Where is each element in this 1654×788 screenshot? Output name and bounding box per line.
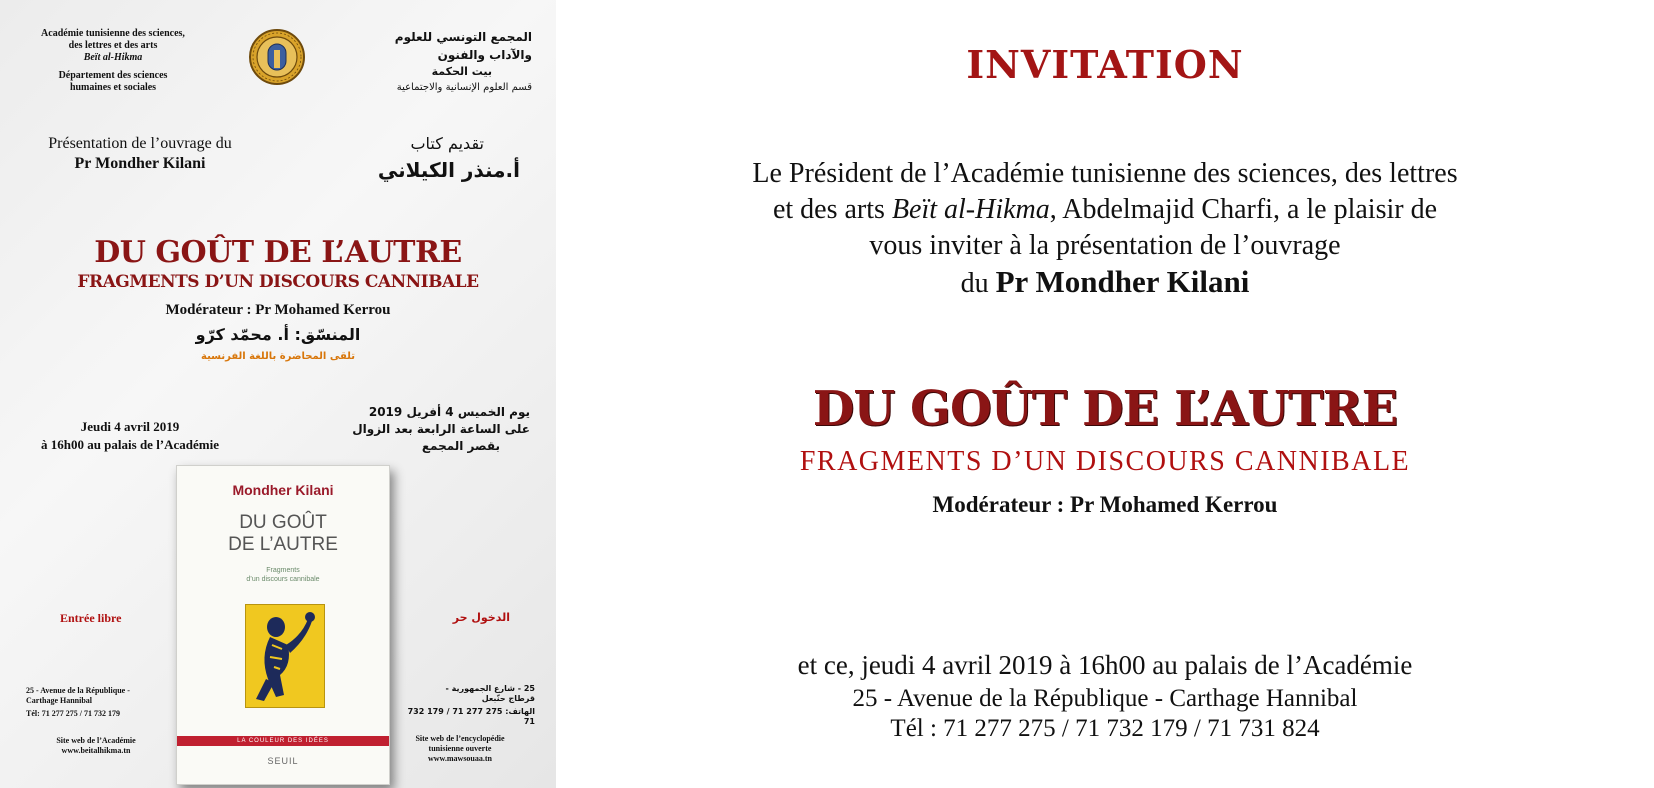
- site-ar: [400, 734, 520, 764]
- date-fr-line1: Jeudi 4 avril 2019: [80, 419, 180, 434]
- book-title-line2: DE L’AUTRE: [228, 534, 338, 555]
- address-fr-line2: Carthage Hannibal: [26, 696, 93, 705]
- date-ar: [340, 404, 530, 455]
- header-fr-line3: Beït al-Hikma: [83, 52, 143, 63]
- site-ar-line3: www.mawsouaa.tn: [427, 754, 492, 763]
- invitation-heading: INVITATION: [966, 42, 1244, 87]
- author-ar: أ.منذر الكيلاني: [377, 158, 520, 182]
- book-series-band: [177, 736, 389, 746]
- book-subtitle: [177, 566, 389, 584]
- book-author: Mondher Kilani: [232, 482, 334, 498]
- entry-fr: Entrée libre: [60, 611, 122, 625]
- tel-ar: الهاتف: 275 277 71 / 179 732 71: [407, 707, 535, 726]
- header-ar: [352, 28, 532, 96]
- poster-moderator-fr: Modérateur : Pr Mohamed Kerrou: [165, 302, 391, 318]
- header-fr-line2: des lettres et des arts: [68, 40, 158, 51]
- presentation-fr-text: Présentation de l’ouvrage du: [48, 135, 232, 152]
- tel-fr: Tél: 71 277 275 / 71 732 179: [26, 709, 120, 718]
- invitation-line4: [556, 264, 1654, 302]
- address-ar-line1: 25 - شارع الجمهورية -: [445, 684, 535, 693]
- book-subtitle-line2: d’un discours cannibale: [246, 576, 320, 583]
- invitation-line3: vous inviter à la présentation de l’ouvrage: [869, 230, 1341, 261]
- invitation-address-line: 25 - Avenue de la République - Carthage Hannibal: [852, 685, 1358, 712]
- invitation-line2-start: et des arts: [772, 194, 892, 225]
- presentation-fr: [20, 134, 260, 174]
- header-fr: [18, 28, 208, 94]
- invitation-tel-line: Tél : 71 277 275 / 71 732 179 / 71 731 824: [890, 715, 1320, 742]
- site-ar-line1: Site web de l’encyclopédie: [415, 734, 505, 743]
- site-fr-line2: www.beitalhikma.tn: [61, 746, 131, 755]
- book-publisher: SEUIL: [267, 756, 299, 766]
- address-ar-line2: قرطاج حنّبعل: [481, 694, 535, 703]
- invitation-date-line: et ce, jeudi 4 avril 2019 à 16h00 au palais de l’Académie: [797, 650, 1413, 680]
- academy-emblem: [248, 28, 306, 86]
- language-note-ar: تلقى المحاضرة باللغة الفرنسية: [201, 351, 355, 362]
- header-fr-line5: humaines et sociales: [69, 82, 157, 93]
- invitation-moderator: Modérateur : Pr Mohamed Kerrou: [932, 492, 1278, 517]
- invitation-author: Pr Mondher Kilani: [995, 264, 1250, 299]
- date-fr: [20, 418, 240, 454]
- header-ar-line3: قسم العلوم الإنسانية والاجتماعية: [396, 82, 532, 93]
- book-subtitle-line1: Fragments: [266, 567, 300, 574]
- date-ar-line3: بقصر المجمع: [421, 439, 500, 453]
- header-fr-line4: Département des sciences: [58, 70, 168, 81]
- book-title: [177, 512, 389, 556]
- invitation-body: [556, 156, 1654, 302]
- invitation-line2-end: , Abdelmajid Charfi, a le plaisir de: [1049, 194, 1438, 225]
- invitation-line2-italic: Beït al-Hikma: [891, 194, 1050, 225]
- header-ar-line2: بيت الحكمة: [431, 65, 492, 78]
- address-fr: [26, 686, 186, 719]
- site-fr: [26, 736, 166, 756]
- book-cover: [176, 465, 390, 785]
- header-ar-line1: المجمع التونسي للعلوم والآداب والفنون: [394, 30, 532, 62]
- presentation-ar-text: تقديم كتاب: [410, 134, 484, 153]
- book-series: LA COULEUR DES IDÉES: [237, 738, 329, 744]
- address-fr-line1: 25 - Avenue de la République -: [26, 686, 130, 695]
- book-illustration: [245, 604, 325, 708]
- header-fr-line1: Académie tunisienne des sciences,: [41, 28, 185, 39]
- invitation-line2: [556, 192, 1654, 228]
- poster-panel: [0, 0, 556, 788]
- invitation-title: DU GOÛT DE L’AUTRE: [812, 381, 1398, 437]
- site-fr-line1: Site web de l’Académie: [56, 736, 136, 745]
- date-ar-line1: يوم الخميس 4 أفريل 2019: [368, 405, 530, 419]
- presentation-ar: [340, 132, 520, 184]
- invitation-line1: Le Président de l’Académie tunisienne des sciences, des lettres: [752, 158, 1458, 189]
- author-fr: Pr Mondher Kilani: [74, 155, 206, 172]
- site-ar-line2: tunisienne ouverte: [428, 744, 492, 753]
- poster-moderator-ar: المنسّق: أ. محمّد كرّو: [195, 325, 361, 344]
- poster-title: DU GOÛT DE L’AUTRE: [94, 235, 462, 270]
- entry-ar: الدخول حر: [452, 611, 510, 624]
- address-ar: [395, 684, 535, 727]
- book-title-line1: DU GOÛT: [239, 512, 327, 533]
- invitation-line4-start: du: [960, 268, 996, 299]
- date-ar-line2: على الساعة الرابعة بعد الزوال: [352, 422, 530, 436]
- invitation-subtitle: FRAGMENTS D’UN DISCOURS CANNIBALE: [799, 446, 1411, 477]
- poster-subtitle: FRAGMENTS D’UN DISCOURS CANNIBALE: [77, 272, 479, 292]
- date-fr-line2: à 16h00 au palais de l’Académie: [40, 437, 220, 452]
